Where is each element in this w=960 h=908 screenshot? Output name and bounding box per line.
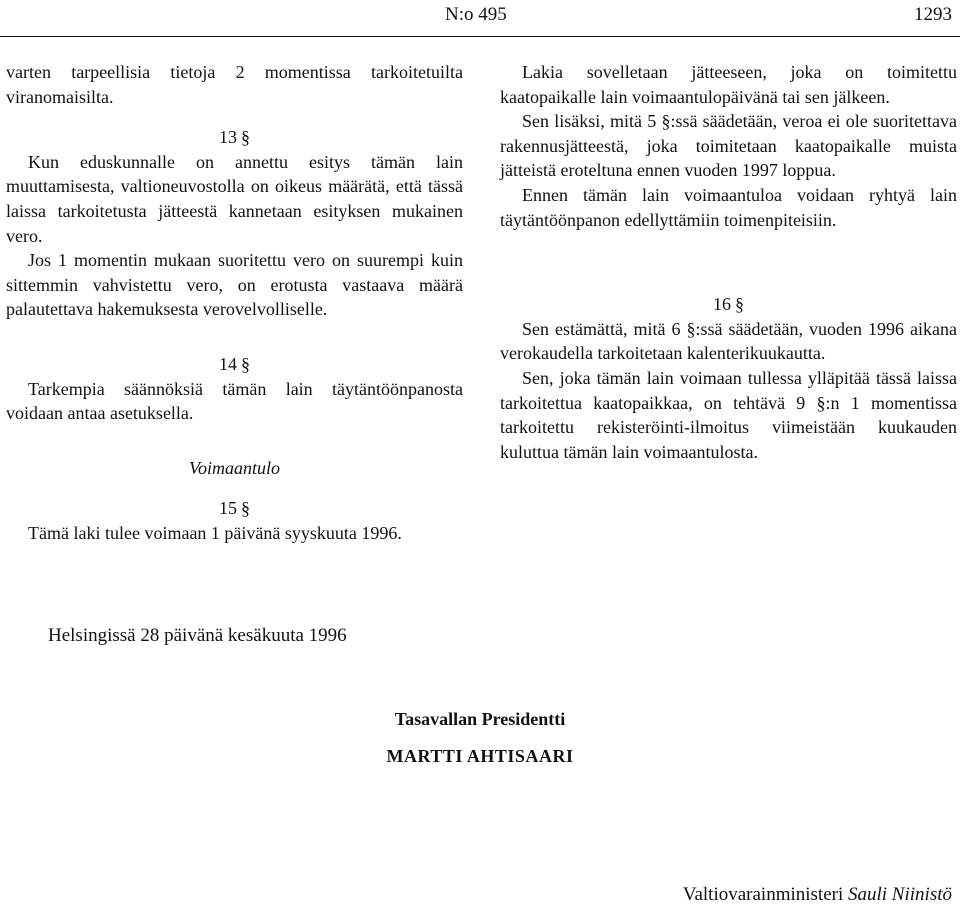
section-16-paragraph-1: Sen estämättä, mitä 6 §:ssä säädetään, vuoden 1996 aikana verokaudella tarkoitetaan kalenterikuukautta. <box>500 318 957 364</box>
spacer <box>6 322 463 352</box>
right-column <box>500 60 957 464</box>
section-heading-15 <box>6 496 463 521</box>
page-number: 1293 <box>914 4 952 25</box>
right-paragraph-3: Ennen tämän lain voimaantuloa voidaan ryhtyä lain täytäntöönpanon edellyttämiin toimenpiteisiin. <box>500 184 957 230</box>
left-column <box>6 60 463 546</box>
statute-number: N:o 495 <box>445 4 507 25</box>
section-sign: § <box>735 294 744 315</box>
section-number: 13 <box>219 127 237 148</box>
section-heading-14 <box>6 352 463 377</box>
minister-name: Sauli Niinistö <box>848 884 952 905</box>
section-heading-16 <box>500 292 957 317</box>
right-paragraph-2: Sen lisäksi, mitä 5 §:ssä säädetään, veroa ei ole suoritettava rakennusjätteestä, joka toimitetaan kaatopaikalle muista jätteistä eroteltuna ennen vuoden 1997 loppua. <box>500 111 957 181</box>
spacer <box>6 480 463 496</box>
right-paragraph-1: Lakia sovelletaan jätteeseen, joka on toimitettu kaatopaikalle lain voimaantulopäivänä tai sen jälkeen. <box>500 62 957 107</box>
section-sign: § <box>241 127 250 148</box>
paragraph-continued: varten tarpeellisia tietoja 2 momentissa tarkoitetuilta viranomaisilta. <box>6 62 463 107</box>
signer-name: MARTTI AHTISAARI <box>386 746 574 766</box>
section-16-paragraph-2: Sen, joka tämän lain voimaan tullessa ylläpitää tässä laissa tarkoitettua kaatopaikkaa, on tehtävä 9 §:n 1 momentissa tarkoitettu rekisteröinti-ilmoitus viimeistään kuukauden kuluttua tämän lain voimaantulosta. <box>500 367 957 462</box>
spacer <box>6 426 463 456</box>
section-sign: § <box>241 353 250 374</box>
section-heading-13 <box>6 125 463 150</box>
section-number: 14 <box>219 353 237 374</box>
signer-title: Tasavallan Presidentti <box>394 709 566 729</box>
minister-role: Valtiovarainministeri <box>682 884 844 905</box>
chapter-heading-voimaantulo: Voimaantulo <box>188 457 280 478</box>
section-15-paragraph-1: Tämä laki tulee voimaan 1 päivänä syyskuuta 1996. <box>28 522 402 543</box>
countersignature <box>683 884 952 906</box>
section-sign: § <box>241 498 250 519</box>
section-13-paragraph-1: Kun eduskunnalle on annettu esitys tämän lain muuttamisesta, valtioneuvostolla on oikeus määrätä, että tässä laissa tarkoitetusta jätteestä kannetaan esityksen mukainen vero. <box>6 151 463 246</box>
spacer <box>6 109 463 125</box>
section-number: 15 <box>219 498 237 519</box>
section-13-paragraph-2: Jos 1 momentin mukaan suoritettu vero on suurempi kuin sittemmin vahvistettu vero, on erotusta vastaava määrä palautettava hakemuksesta verovelvolliselle. <box>6 250 463 320</box>
spacer <box>500 232 957 292</box>
header-rule <box>0 36 960 37</box>
section-14-paragraph-1: Tarkempia säännöksiä tämän lain täytäntöönpanosta voidaan antaa asetuksella. <box>6 378 463 424</box>
section-number: 16 <box>713 294 731 315</box>
place-and-date: Helsingissä 28 päivänä kesäkuuta 1996 <box>48 625 347 646</box>
